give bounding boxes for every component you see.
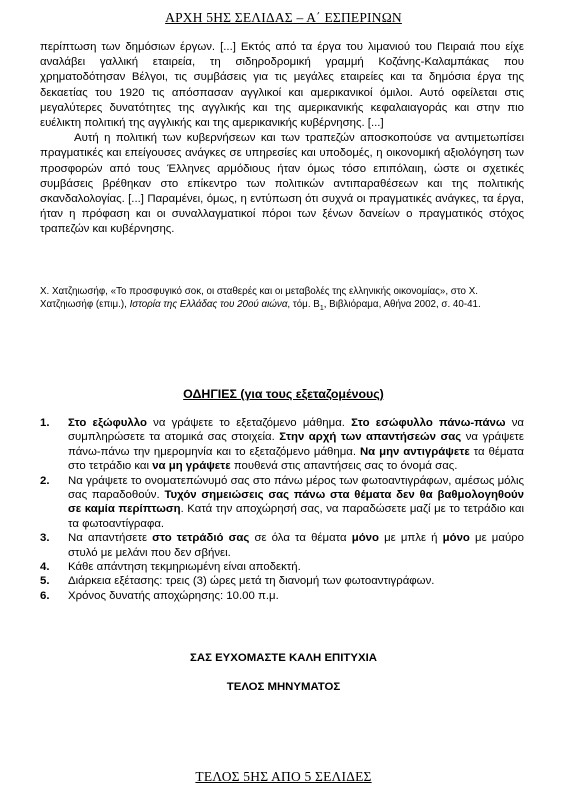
- closing-wish: ΣΑΣ ΕΥΧΟΜΑΣΤΕ ΚΑΛΗ ΕΠΙΤΥΧΙΑ: [190, 652, 377, 664]
- instruction-item: [40, 574, 524, 588]
- instruction-item: [40, 416, 524, 474]
- instruction-emphasis: στο τετράδιό σας: [152, 532, 250, 545]
- instruction-text: . Κατά την αποχώρησή σας, να παραδώσετε μαζί με το τετράδιο και τα φωτοαντίγραφα.: [68, 503, 524, 530]
- instruction-text: σε όλα τα θέματα: [249, 532, 352, 545]
- instruction-text: πουθενά στις απαντήσεις σας το όνομά σας.: [230, 460, 458, 473]
- instruction-item: [40, 589, 524, 603]
- page-footer: [0, 769, 567, 785]
- instruction-item: [40, 560, 524, 574]
- instruction-text: Να γράψετε το ονοματεπώνυμό σας στο πάνω μέρος των φωτοαντιγράφων, αμέσως μόλις σας παραδοθούν.: [68, 474, 524, 502]
- instruction-number: 2.: [40, 474, 50, 487]
- citation-book-title: Ιστορία της Ελλάδας του 20ού αιώνα: [129, 298, 288, 310]
- instruction-text: Διάρκεια εξέτασης: τρεις (3) ώρες μετά τη διανομή των φωτοαντιγράφων.: [68, 575, 435, 588]
- instruction-number: 6.: [40, 589, 50, 602]
- page-footer-text: ΤΕΛΟΣ 5ΗΣ ΑΠΟ 5 ΣΕΛΙΔΕΣ: [195, 769, 372, 784]
- source-text: [40, 40, 524, 238]
- instruction-item: [40, 474, 524, 532]
- closing-end: ΤΕΛΟΣ ΜΗΝΥΜΑΤΟΣ: [226, 681, 341, 693]
- instruction-text: Κάθε απάντηση τεκμηριωμένη είναι αποδεκτή.: [68, 561, 301, 574]
- citation-volume: , τόμ. Β: [287, 298, 320, 310]
- instruction-text: με μαύρο στυλό με μελάνι που δεν σβήνει.: [68, 532, 524, 559]
- source-paragraph-1: περίπτωση των δημόσιων έργων. [...] Εκτός από τα έργα του λιμανιού του Πειραιά που είχε αναλάβει γαλλική εταιρεία, τη σιδηροδρομική γραμμή Κοζάνης-Καλαμπάκας που χρηματοδότησαν Βέλγοι, τις συμβάσεις για τις μεγάλες εταιρείες και τα δημόσια έργα της δεκαετίας του 1920 τις απόσπασαν αγγλικοί και αμερικανικοί όμιλοι. Αυτό οφείλεται στις μεγαλύτερες δυνατότητες της αγγλικής και της αμερικανικής κεφαλαιαγοράς και στην πιο ευέλικτη πολιτική της αγγλικής και της αμερικανικής κυβέρνησης. [...]: [40, 41, 524, 130]
- instruction-emphasis: Στο εξώφυλλο: [68, 417, 147, 429]
- instruction-number: 3.: [40, 532, 50, 545]
- instruction-emphasis: Στο εσώφυλλο πάνω-πάνω: [351, 417, 506, 429]
- page-header: [0, 10, 567, 26]
- instructions-list: [40, 416, 524, 603]
- instruction-emphasis: Στην αρχή των απαντήσεών σας: [279, 431, 462, 444]
- instruction-emphasis: να μη γράψετε: [152, 460, 231, 473]
- instruction-number: 4.: [40, 561, 50, 574]
- instructions-title-text: ΟΔΗΓΙΕΣ (για τους εξεταζομένους): [183, 387, 384, 401]
- instruction-emphasis: Να μην αντιγράψετε: [359, 445, 470, 458]
- instruction-text: Χρόνος δυνατής αποχώρησης: 10.00 π.μ.: [68, 589, 279, 602]
- source-citation: [40, 286, 524, 316]
- instructions-title: [0, 387, 567, 401]
- instruction-emphasis: Τυχόν σημειώσεις σας πάνω στα θέματα δεν θα βαθμολογηθούν σε καμία περίπτωση: [68, 489, 525, 516]
- source-paragraph-2: Αυτή η πολιτική των κυβερνήσεων και των τραπεζών αποσκοπούσε να αντιμετωπίσει πραγματικές και επείγουσες ανάγκες σε υπηρεσίες και υποδομές, η οικονομική αξιολόγηση των προσφορών από τους Έλληνες αρμόδιους ήταν όμως τόσο επιπόλαιη, ώστε οι σχετικές συμβάσεις βρέθηκαν στο επίκεντρο των πολιτικών αντιπαραθέσεων και της πολιτικής σκανδαλολογίας. [...] Παραμένει, όμως, η εντύπωση ότι συχνά οι πραγματικές ανάγκες, τα έργα, ήταν η πρόφαση και οι συναλλαγματικοί πόροι των ξένων δανείων ο πραγματικός στόχος τραπεζών και κυβέρνησης.: [40, 132, 524, 236]
- citation-pre: Χ. Χατζηιωσήφ, «Το προσφυγικό σοκ, οι σταθερές και οι μεταβολές της ελληνικής οικονομίας», στο Χ. Χατζηιωσήφ (επιμ.),: [40, 286, 478, 310]
- instruction-text: τα θέματα στο τετράδιο και: [68, 445, 524, 473]
- instruction-text: να γράψετε το εξεταζόμενο μάθημα.: [146, 417, 352, 429]
- citation-volume-sub: 1: [319, 304, 324, 312]
- instruction-text: να γράψετε πάνω-πάνω την ημερομηνία και το εξεταζόμενο μάθημα.: [68, 431, 524, 458]
- page-header-text: ΑΡΧΗ 5ΗΣ ΣΕΛΙΔΑΣ – Α΄ ΕΣΠΕΡΙΝΩΝ: [165, 10, 402, 25]
- instruction-text: με μπλε ή: [378, 532, 443, 545]
- instruction-number: 5.: [40, 575, 50, 588]
- instruction-emphasis: μόνο: [442, 532, 470, 545]
- instruction-number: 1.: [40, 417, 50, 429]
- instruction-text: να συμπληρώσετε τα ατομικά σας στοιχεία.: [68, 417, 524, 444]
- instruction-item: [40, 531, 524, 560]
- instruction-emphasis: μόνο: [351, 532, 379, 545]
- instruction-text: Να απαντήσετε: [68, 532, 153, 545]
- citation-post: , Βιβλιόραμα, Αθήνα 2002, σ. 40-41.: [323, 298, 481, 310]
